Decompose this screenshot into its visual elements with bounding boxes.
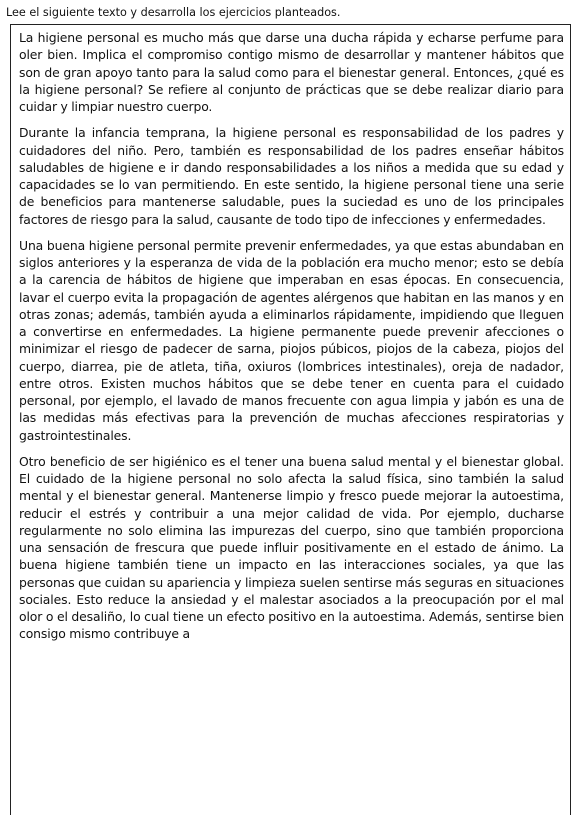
paragraph-2: Durante la infancia temprana, la higiene personal es responsabilidad de los padres y cuidadores del niño. Pero, también es responsabilidad de los padres enseñar hábitos saludables de higiene e ir dando responsabilidades a los niños a medida que su edad y capacidades se lo van permitiendo. En este sentido, la higiene personal tiene una serie de beneficios para mantenerse saludable, pues la suciedad es uno de los principales factores de riesgo para la salud, causante de todo tipo de infecciones y enfermedades. — [19, 125, 564, 227]
paragraph-1: La higiene personal es mucho más que darse una ducha rápida y echarse perfume para oler bien. Implica el compromiso contigo mismo de desarrollar y mantener hábitos que son de gran apoyo tanto para la salud como para el bienestar general. Entonces, ¿qué es la higiene personal? Se refiere al conjunto de prácticas que se debe realizar diario para cuidar y limpiar nuestro cuerpo. — [19, 30, 564, 114]
instruction-text: Lee el siguiente texto y desarrolla los ejercicios planteados. — [6, 6, 341, 19]
paragraph-3: Una buena higiene personal permite prevenir enfermedades, ya que estas abundaban en siglos anteriores y la esperanza de vida de la población era mucho menor; esto se debía a la carencia de hábitos de higiene que imperaban en esas épocas. En consecuencia, lavar el cuerpo evita la propagación de agentes alérgenos que habitan en las manos y en otras zonas; además, también ayuda a eliminarlos rápidamente, impidiendo que lleguen a convertirse en enfermedades. La higiene permanente puede prevenir afecciones o minimizar el riesgo de padecer de sarna, piojos púbicos, piojos de la cabeza, piojos del cuerpo, diarrea, pie de atleta, tiña, oxiuros (lombrices intestinales), oreja de nadador, entre otros. Existen muchos hábitos que se debe tener en cuenta para el cuidado personal, por ejemplo, el lavado de manos frecuente con agua limpia y jabón es una de las medidas más efectivas para la prevención de muchas afecciones respiratorias y gastrointestinales. — [19, 237, 564, 443]
reading-text-box — [10, 24, 571, 815]
paragraph-4: Otro beneficio de ser higiénico es el tener una buena salud mental y el bienestar global. El cuidado de la higiene personal no solo afecta la salud física, sino también la salud mental y el bienestar general. Mantenerse limpio y fresco puede mejorar la autoestima, reducir el estrés y contribuir a una mejor calidad de vida. Por ejemplo, ducharse regularmente no solo elimina las impurezas del cuerpo, sino que también proporciona una sensación de frescura que puede influir positivamente en el estado de ánimo. La buena higiene también tiene un impacto en las interacciones sociales, ya que las personas que cuidan su apariencia y limpieza suelen sentirse más seguras en situaciones sociales. Esto reduce la ansiedad y el malestar asociados a la preocupación por el mal olor o el desaliño, lo cual tiene un efecto positivo en la autoestima. Además, sentirse bien consigo mismo contribuye a — [19, 453, 564, 642]
